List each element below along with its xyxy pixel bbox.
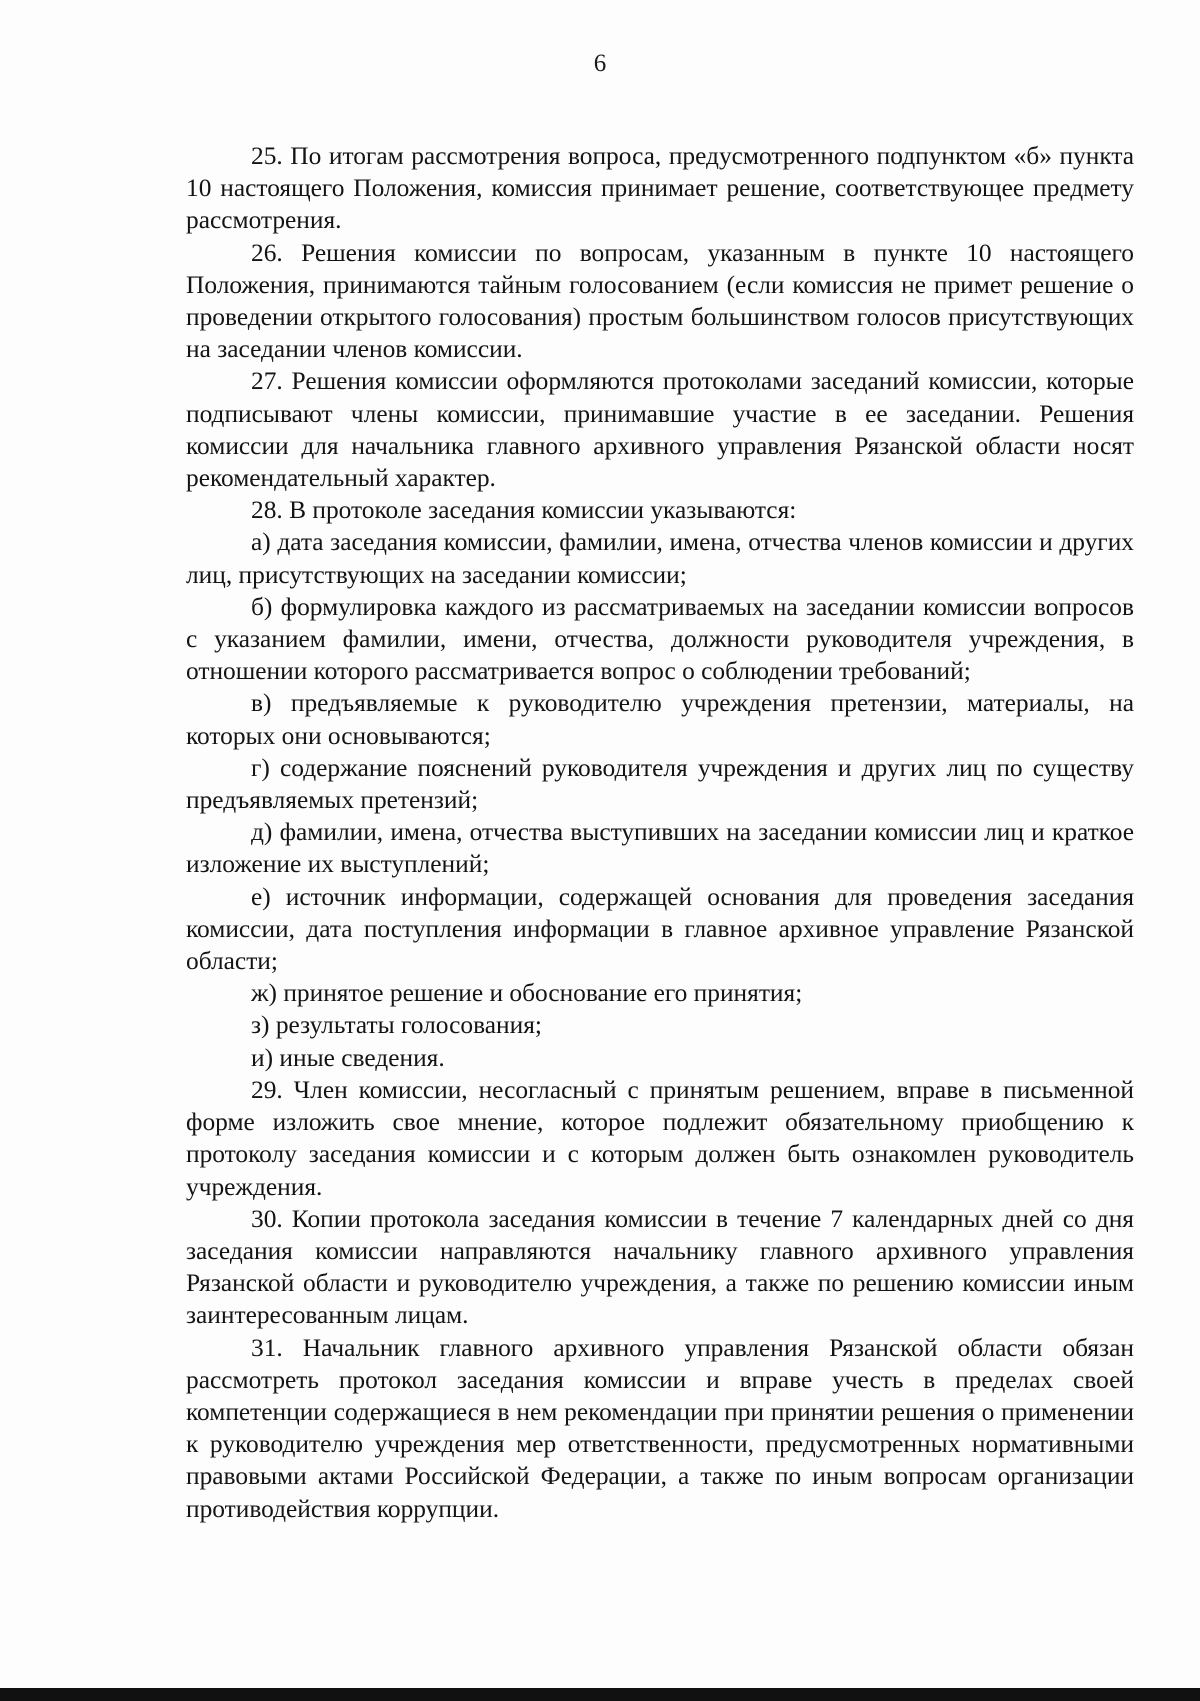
item-e: е) источник информации, содержащей основания для проведения заседания комиссии, дата поступления информации в главное архивное управление Рязанской области; — [186, 882, 1134, 976]
paragraph-30: 30. Копии протокола заседания комиссии в течение 7 календарных дней со дня заседания комиссии направляются начальнику главного архивного управления Рязанской области и руководителю учреждения, а также по решению комиссии иным заинтересованным лицам. — [186, 1204, 1134, 1330]
item-v: в) предъявляемые к руководителю учреждения претензии, материалы, на которых они основываются; — [186, 689, 1134, 750]
paragraph-29: 29. Член комиссии, несогласный с принятым решением, вправе в письменной форме изложить свое мнение, которое подлежит обязательному приобщению к протоколу заседания комиссии и с которым должен быть ознакомлен руководитель учреждения. — [186, 1075, 1134, 1201]
item-g: г) содержание пояснений руководителя учреждения и других лиц по существу предъявляемых претензий; — [186, 753, 1134, 815]
item-b: б) формулировка каждого из рассматриваемых на заседании комиссии вопросов с указанием фамилии, имени, отчества, должности руководителя учреждения, в отношении которого рассматривается вопрос о соблюдении требований; — [186, 592, 1134, 686]
paragraph-26: 26. Решения комиссии по вопросам, указанным в пункте 10 настоящего Положения, принимаются тайным голосованием (если комиссия не примет решение о проведении открытого голосования) простым большинством голосов присутствующих на заседании членов комиссии. — [186, 238, 1134, 364]
item-zh: ж) принятое решение и обоснование его принятия; — [251, 979, 803, 1008]
paragraph-25: 25. По итогам рассмотрения вопроса, предусмотренного подпунктом «б» пункта 10 настоящего Положения, комиссия принимает решение, соответствующее предмету рассмотрения. — [186, 142, 1134, 235]
document-body — [186, 140, 1134, 1525]
paragraph-28: 28. В протоколе заседания комиссии указываются: — [251, 496, 797, 525]
item-z: з) результаты голосования; — [251, 1011, 542, 1040]
item-d: д) фамилии, имена, отчества выступивших на заседании комиссии лиц и краткое изложение их выступлений; — [186, 818, 1134, 879]
item-i: и) иные сведения. — [251, 1043, 445, 1072]
item-a: а) дата заседания комиссии, фамилии, имена, отчества членов комиссии и других лиц, присутствующих на заседании комиссии; — [186, 528, 1134, 589]
paragraph-31: 31. Начальник главного архивного управления Рязанской области обязан рассмотреть протокол заседания комиссии и вправе учесть в пределах своей компетенции содержащиеся в нем рекомендации при принятии решения о применении к руководителю учреждения мер ответственности, предусмотренных нормативными правовыми актами Российской Федерации, а также по иным вопросам организации противодействия коррупции. — [186, 1333, 1134, 1523]
scan-bottom-edge — [0, 1688, 1200, 1701]
paragraph-27: 27. Решения комиссии оформляются протоколами заседаний комиссии, которые подписывают члены комиссии, принимавшие участие в ее заседании. Решения комиссии для начальника главного архивного управления Рязанской области носят рекомендательный характер. — [186, 367, 1134, 493]
page-number: 6 — [593, 50, 607, 77]
